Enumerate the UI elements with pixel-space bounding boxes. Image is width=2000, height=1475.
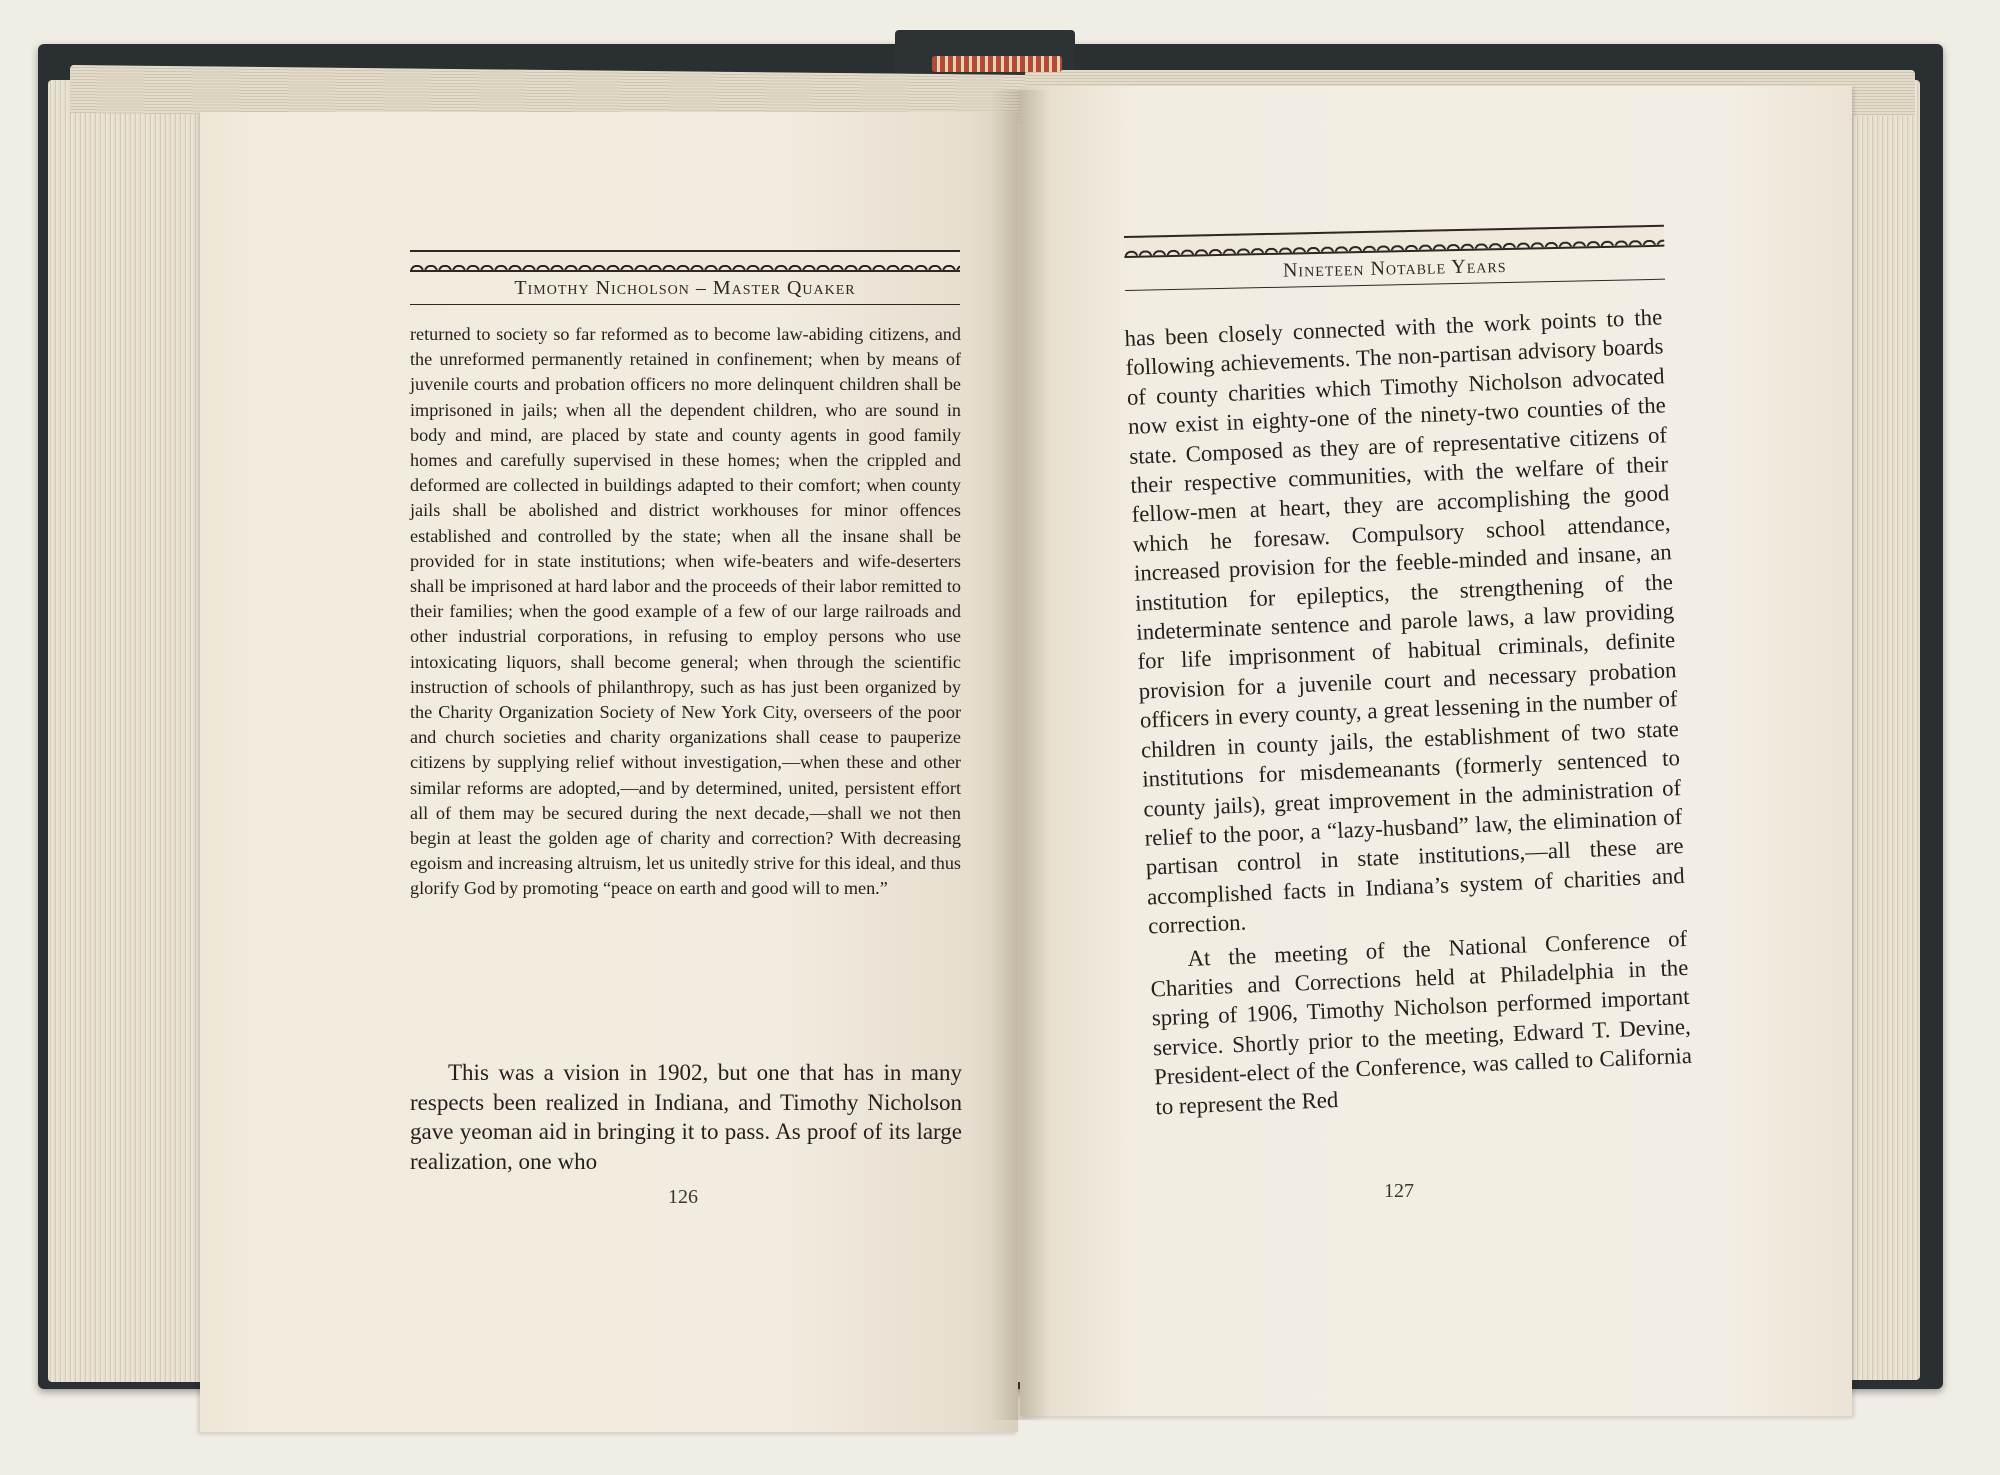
right-text-block xyxy=(1124,302,1694,1121)
right-page-number: 127 xyxy=(1384,1180,1414,1202)
right-body-block xyxy=(1124,302,1694,1121)
left-body-block xyxy=(410,1058,962,1176)
left-quote-text: returned to society so far reformed as to become law-abiding citizens, and the unreformed permanently retained in confinement; when by means of juvenile courts and probation officers no more delinquent children shall be imprisoned in jails; when all the dependent children, who are sound in body and mind, are placed by state and county agents in good family homes and carefully supervised in these homes; when the crippled and deformed are collected in buildings adapted to their comfort; when county jails shall be abolished and district workhouses for minor offences established and controlled by the state; when all the insane shall be provided for in state institutions; when wife-beaters and wife-deserters shall be imprisoned at hard labor and the proceeds of their labor remitted to their families; when the good example of a few of our large railroads and other industrial corporations, in refusing to employ persons who use intoxicating liquors, shall become general; when through the scientific instruction of schools of philanthropy, such as has just been organized by the Charity Organization Society of New York City, overseers of the poor and church societies and charity organizations shall cease to pauperize citizens by supplying relief without investigation,—when these and other similar reforms are adopted,—and by determined, united, persistent effort all of them may be secured during the next decade,—shall we not then begin at least the golden age of charity and correction? With decreasing egoism and increasing altruism, let us unitedly strive for this ideal, and thus glorify God by promoting “peace on earth and good will to men.” xyxy=(410,324,961,899)
right-paragraph-1: has been closely connected with the work points to the following achievements. The non-partisan advisory boards of county charities which Timothy Nicholson advocated now exist in eighty-one of the ninety-two counties of the state. Composed as they are of representative citizens of their respective communities, with the welfare of their fellow-men at heart, they are accomplishing the good which he foresaw. Compulsory school attendance, increased provision for the feeble-minded and insane, an institution for epileptics, the strengthening of the indeterminate sentence and parole laws, a law providing for life imprisonment of habitual criminals, definite provision for a juvenile court and necessary probation officers in every county, a great lessening in the number of children in county jails, the establishment of two state institutions for misdemeanants (formerly sentenced to county jails), great improvement in the administration of relief to the poor, a “lazy-husband” law, the elimination of partisan control in state institutions,—all these are accomplished facts in Indiana’s system of charities and correction. xyxy=(1124,304,1686,939)
left-body-paragraph: This was a vision in 1902, but one that has in many respects been realized in Indiana, and Timothy Nicholson gave yeoman aid in bringing it to pass. As proof of its large realization, one who xyxy=(410,1060,962,1174)
ornamental-rule xyxy=(410,250,960,272)
left-running-head-title: Timothy Nicholson – Master Quaker xyxy=(410,272,960,305)
right-running-head-title: Nineteen Notable Years xyxy=(1124,247,1665,291)
left-running-head xyxy=(410,250,960,305)
headband xyxy=(932,56,1062,72)
left-quote-block xyxy=(410,322,961,902)
left-page-number: 126 xyxy=(668,1186,698,1208)
right-running-head xyxy=(1124,225,1665,291)
right-paragraph-2: At the meeting of the National Conference of Charities and Corrections held at Philadelphia in the spring of 1906, Timothy Nicholson performed important service. Shortly prior to the meeting, Edward T. Devine, President-elect of the Conference, was called to California to represent the Red xyxy=(1150,925,1693,1119)
gutter-shadow xyxy=(990,90,1050,1420)
